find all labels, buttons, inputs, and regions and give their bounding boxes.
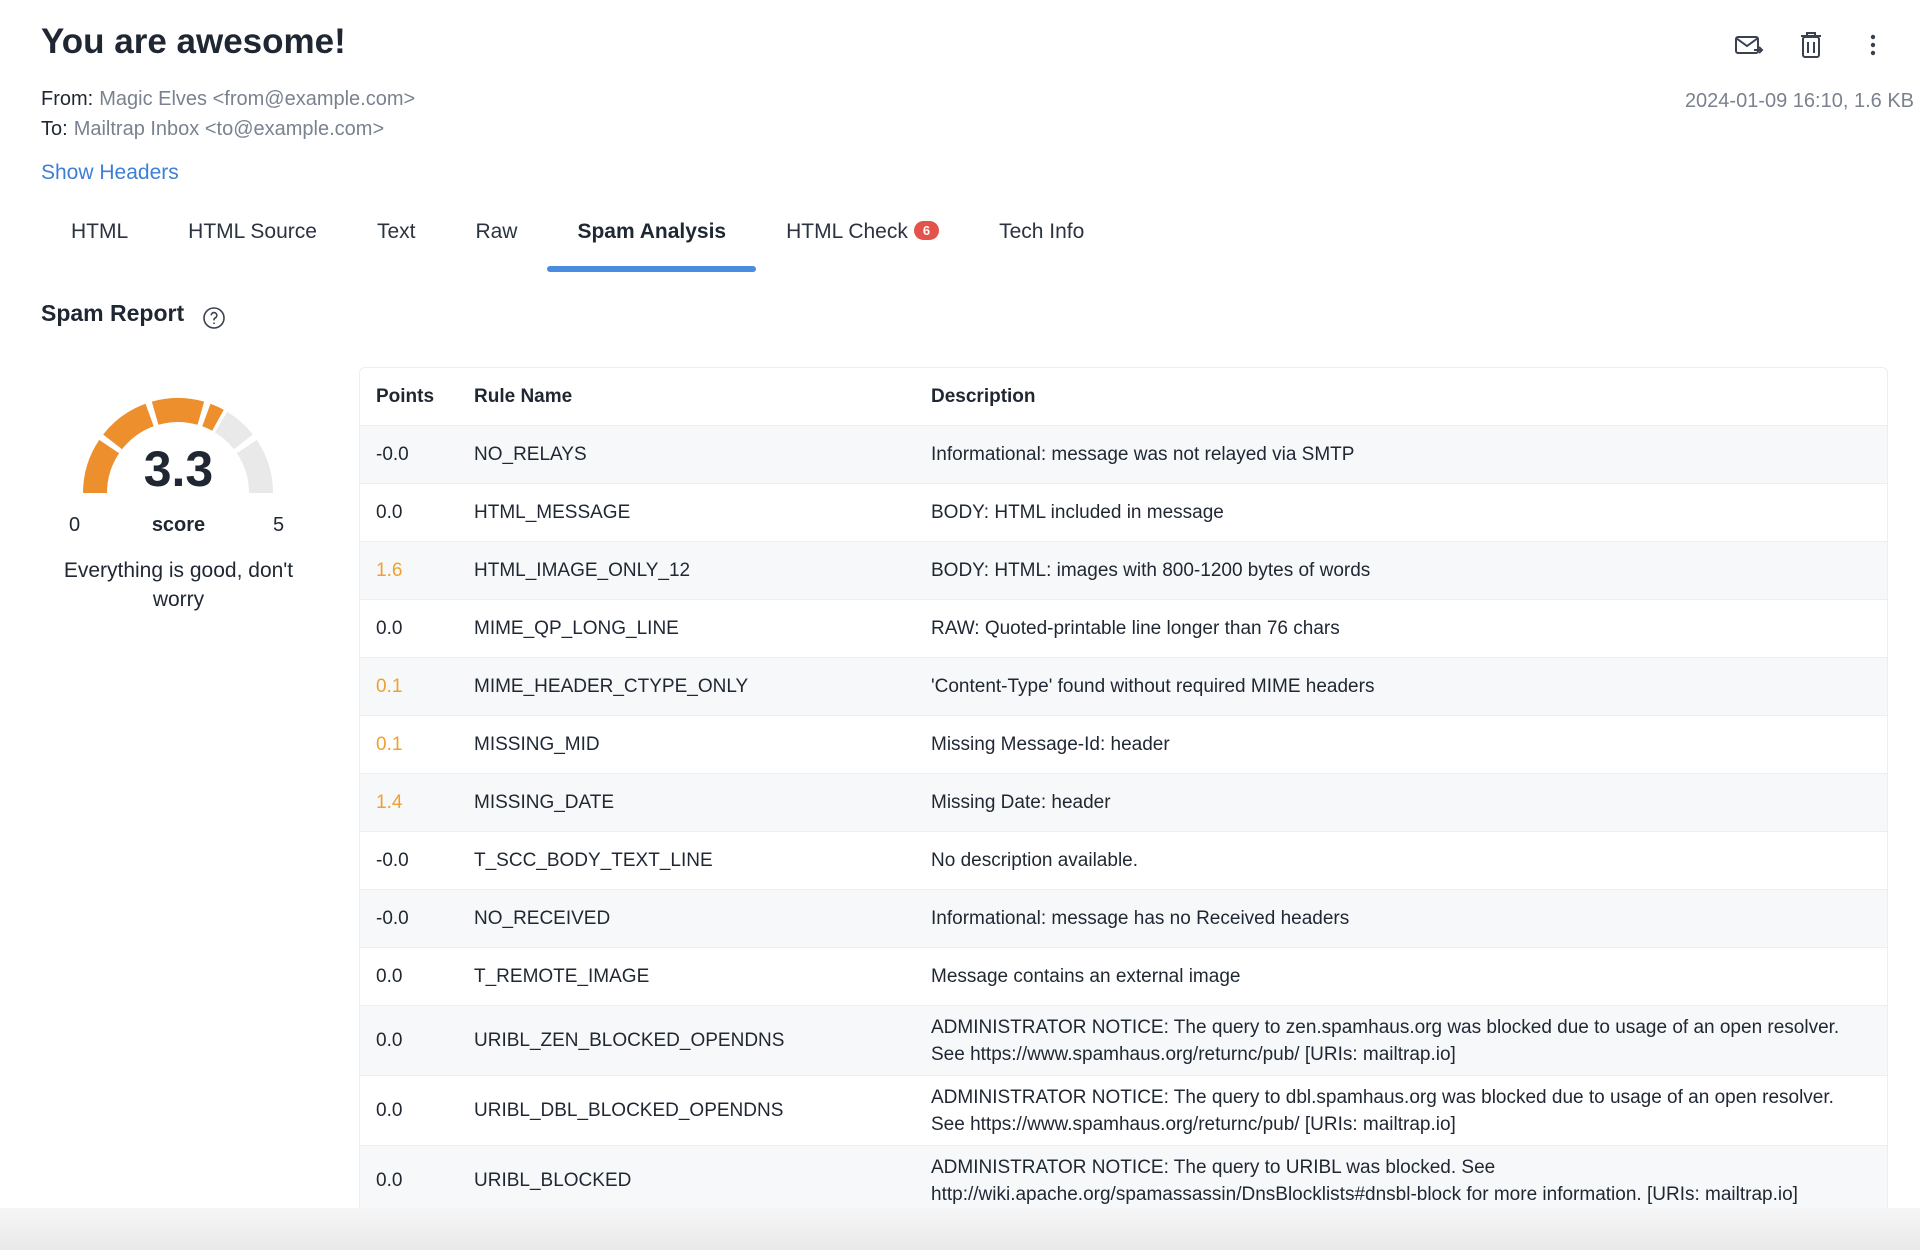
table-row: [360, 658, 1887, 716]
show-headers-link[interactable]: Show Headers: [41, 161, 179, 184]
tab-label: Text: [376, 220, 416, 243]
spam-score-value: 3.3: [143, 441, 214, 497]
spam-score-gauge: [41, 380, 316, 611]
more-vertical-icon[interactable]: [1856, 28, 1890, 62]
table-header-row: [360, 368, 1887, 426]
rule-name: MIME_HEADER_CTYPE_ONLY: [474, 676, 749, 697]
rule-name: HTML_MESSAGE: [474, 502, 631, 523]
rule-description: ADMINISTRATOR NOTICE: The query to zen.spamhaus.org was blocked due to usage of an open resolver. See https://www.spamhaus.org/returnc/pub/ [URIs: mailtrap.io]: [931, 1016, 1840, 1065]
tab-spam-analysis[interactable]: [547, 208, 756, 272]
from-label: From:: [41, 88, 94, 110]
spam-verdict-message: Everything is good, don't worry: [63, 559, 294, 611]
rule-points: 0.1: [376, 734, 403, 755]
spam-rules-table: [359, 367, 1888, 1216]
rule-name: NO_RELAYS: [474, 444, 587, 465]
rule-name: MISSING_DATE: [474, 792, 615, 813]
rule-description: ADMINISTRATOR NOTICE: The query to dbl.spamhaus.org was blocked due to usage of an open resolver. See https://www.spamhaus.org/returnc/pub/ [URIs: mailtrap.io]: [931, 1086, 1834, 1135]
column-header-description: Description: [931, 385, 1036, 407]
rule-points: 0.0: [376, 966, 403, 987]
rule-points: 1.6: [376, 560, 403, 581]
to-value: Mailtrap Inbox <to@example.com>: [73, 118, 385, 140]
from-value: Magic Elves <from@example.com>: [99, 88, 416, 110]
table-row: [360, 774, 1887, 832]
tab-label: HTML: [71, 220, 129, 243]
tab-label: Raw: [475, 220, 518, 243]
table-row: [360, 890, 1887, 948]
rule-points: 0.0: [376, 1030, 403, 1051]
column-header-rule-name: Rule Name: [474, 385, 573, 407]
trash-icon[interactable]: [1794, 28, 1828, 62]
rule-description: ADMINISTRATOR NOTICE: The query to URIBL was blocked. See http://wiki.apache.org/spamassassin/DnsBlocklists#dnsbl-block for more information. [URIs: mailtrap.io]: [931, 1156, 1798, 1205]
rule-points: 0.1: [376, 676, 403, 697]
table-row: [360, 542, 1887, 600]
rule-description: Missing Message-Id: header: [931, 734, 1170, 755]
table-row: [360, 832, 1887, 890]
tab-text[interactable]: [347, 208, 446, 272]
rule-points: 0.0: [376, 1170, 403, 1191]
gauge-segment-filled: [152, 398, 204, 425]
rule-points: -0.0: [376, 850, 409, 871]
rule-name: URIBL_BLOCKED: [474, 1170, 632, 1191]
rule-points: 1.4: [376, 792, 403, 813]
tab-html[interactable]: [41, 208, 158, 272]
help-circle-icon[interactable]: [202, 306, 226, 330]
rule-description: RAW: Quoted-printable line longer than 76 chars: [931, 618, 1340, 639]
from-row: [41, 88, 415, 111]
html-check-count-badge: 6: [914, 221, 939, 240]
rule-name: URIBL_DBL_BLOCKED_OPENDNS: [474, 1100, 784, 1121]
table-row: [360, 1146, 1887, 1216]
rule-description: BODY: HTML included in message: [931, 502, 1224, 523]
gauge-min-label: 0: [69, 514, 81, 536]
table-row: [360, 716, 1887, 774]
tab-raw[interactable]: [445, 208, 547, 272]
gauge-max-label: 5: [273, 514, 285, 536]
rule-description: Message contains an external image: [931, 966, 1241, 987]
rule-points: 0.0: [376, 502, 403, 523]
rule-points: 0.0: [376, 1100, 403, 1121]
rule-points: 0.0: [376, 618, 403, 639]
rule-name: MISSING_MID: [474, 734, 600, 755]
rule-description: Informational: message has no Received headers: [931, 908, 1350, 929]
tab-label: Tech Info: [999, 220, 1085, 243]
tab-label: HTML Check: [786, 220, 908, 243]
tab-label: HTML Source: [188, 220, 317, 243]
to-label: To:: [41, 118, 68, 140]
tab-html-source[interactable]: [158, 208, 347, 272]
rule-name: T_REMOTE_IMAGE: [474, 966, 650, 987]
email-subject: You are awesome!: [41, 22, 346, 61]
forward-mail-icon[interactable]: [1732, 28, 1766, 62]
tab-tech-info[interactable]: [969, 208, 1114, 272]
table-row: [360, 484, 1887, 542]
message-tabs: [41, 208, 1114, 272]
rule-name: NO_RECEIVED: [474, 908, 611, 929]
rule-name: URIBL_ZEN_BLOCKED_OPENDNS: [474, 1030, 785, 1051]
bottom-scroll-shadow: [0, 1208, 1920, 1250]
rule-description: No description available.: [931, 850, 1139, 871]
to-row: [41, 118, 384, 141]
rule-points: -0.0: [376, 908, 409, 929]
tab-label: Spam Analysis: [577, 220, 727, 243]
rule-description: Informational: message was not relayed via SMTP: [931, 444, 1355, 465]
table-row: [360, 600, 1887, 658]
rule-description: Missing Date: header: [931, 792, 1111, 813]
table-row: [360, 948, 1887, 1006]
column-header-points: Points: [376, 385, 435, 407]
rule-name: HTML_IMAGE_ONLY_12: [474, 560, 691, 581]
rule-points: -0.0: [376, 444, 409, 465]
date-size: 2024-01-09 16:10, 1.6 KB: [1684, 90, 1914, 112]
table-row: [360, 1006, 1887, 1076]
gauge-score-label: score: [151, 514, 206, 536]
message-actions: [1732, 28, 1890, 62]
rule-name: MIME_QP_LONG_LINE: [474, 618, 679, 639]
table-row: [360, 426, 1887, 484]
tab-html-check[interactable]: [756, 208, 969, 272]
rule-description: BODY: HTML: images with 800-1200 bytes of words: [931, 560, 1371, 581]
table-row: [360, 1076, 1887, 1146]
rule-description: 'Content-Type' found without required MIME headers: [931, 676, 1375, 697]
rule-name: T_SCC_BODY_TEXT_LINE: [474, 850, 713, 871]
spam-report-title: Spam Report: [41, 300, 185, 326]
